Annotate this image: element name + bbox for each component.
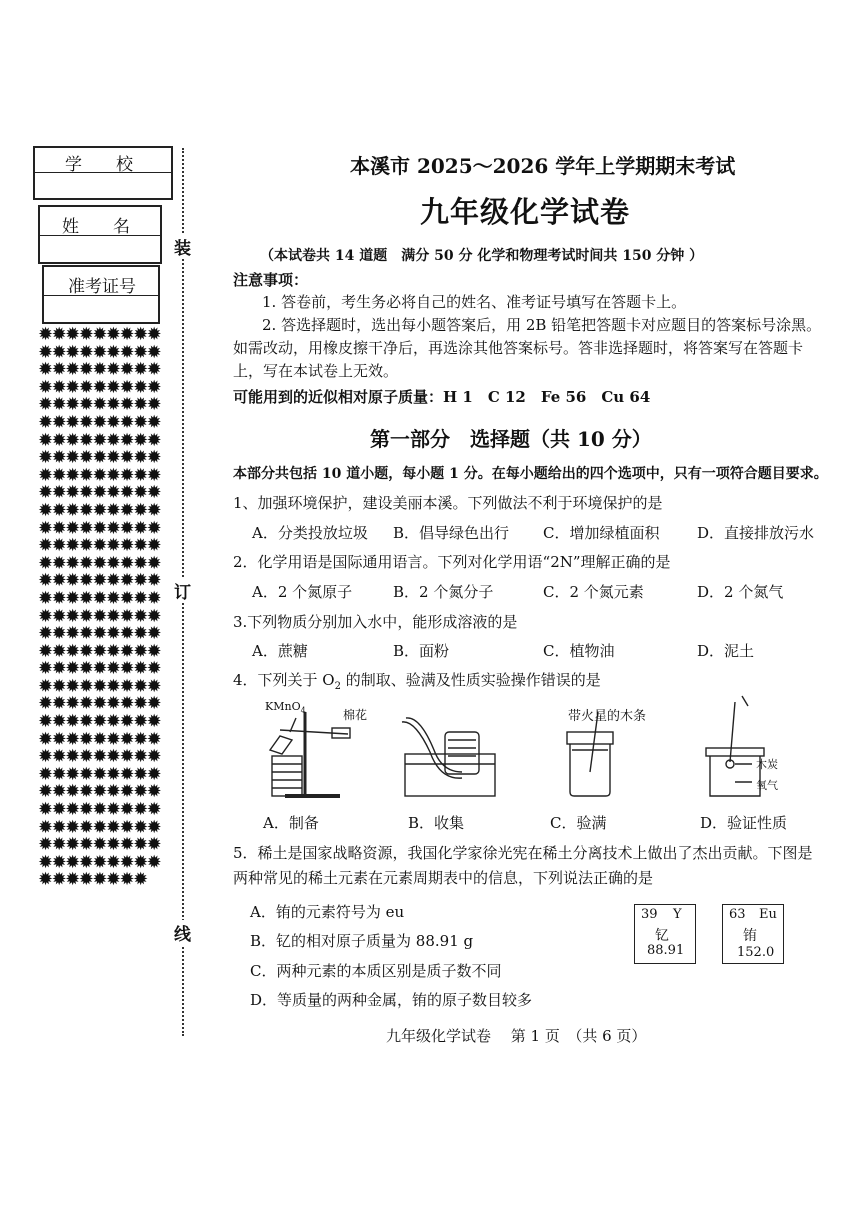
q4-stem-prefix: 4．下列关于 O xyxy=(233,671,335,689)
element-card-europium xyxy=(722,904,784,964)
europium-name: 铕 xyxy=(743,928,757,944)
question-5-stem-line2: 两种常见的稀土元素在元素周期表中的信息，下列说法正确的是 xyxy=(233,869,654,887)
q3-option-a: A．蔗糖 xyxy=(252,642,308,660)
label-oxygen: 氧气 xyxy=(756,779,778,792)
section-title: 第一部分 选择题（共 10 分） xyxy=(370,427,652,451)
europium-mass: 152.0 xyxy=(737,945,775,960)
q3-option-c: C．植物油 xyxy=(543,642,615,660)
element-card-yttrium xyxy=(634,904,696,964)
q4-option-a: A．制备 xyxy=(263,814,319,832)
notice-item-1: 1. 答卷前，考生务必将自己的姓名、准考证号填写在答题卡上。 xyxy=(262,293,687,311)
q4-stem-sub: 2 xyxy=(334,681,341,692)
label-kmno4: KMnO$_4$ xyxy=(265,700,306,716)
page-footer: 九年级化学试卷 第 1 页 （共 6 页） xyxy=(386,1027,647,1045)
q4-option-d: D．验证性质 xyxy=(700,814,788,832)
figure-b-collection xyxy=(402,718,495,796)
label-cotton: 棉花 xyxy=(343,708,368,722)
notice-item-2-line3: 上，写在本试卷上无效。 xyxy=(233,362,399,380)
q5-option-c: C．两种元素的本质区别是质子数不同 xyxy=(250,962,502,980)
label-charcoal: 木炭 xyxy=(756,758,778,771)
question-1-stem: 1、加强环境保护，建设美丽本溪。下列做法不利于环境保护的是 xyxy=(233,494,663,512)
exam-title-line1: 本溪市 2025～2026 学年上学期期末考试 xyxy=(350,154,736,178)
q1-option-d: D．直接排放污水 xyxy=(697,524,815,542)
school-field-box xyxy=(33,146,173,200)
q2-option-d: D．2 个氮气 xyxy=(697,583,784,601)
europium-number: 63 xyxy=(729,907,746,922)
yttrium-mass: 88.91 xyxy=(647,943,685,958)
yttrium-number: 39 xyxy=(641,907,658,922)
q4-experiment-figures xyxy=(230,692,840,804)
q4-stem-suffix: 的制取、验满及性质实验操作错误的是 xyxy=(341,671,601,689)
q1-option-b: B．倡导绿色出行 xyxy=(393,524,510,542)
section-intro: 本部分共包括 10 道小题，每小题 1 分。在每小题给出的四个选项中，只有一项符合题目要求。 xyxy=(233,466,828,482)
binding-mark-zhuang: 装 xyxy=(174,234,191,259)
q2-option-c: C．2 个氮元素 xyxy=(543,583,644,601)
figure-c-verify-full xyxy=(567,712,613,796)
q5-option-a: A．铕的元素符号为 eu xyxy=(250,903,405,921)
q1-option-c: C．增加绿植面积 xyxy=(543,524,660,542)
q2-option-a: A．2 个氮原子 xyxy=(252,583,353,601)
exam-info: （本试卷共 14 道题 满分 50 分 化学和物理考试时间共 150 分钟 ） xyxy=(260,248,704,264)
q5-option-d: D．等质量的两种金属，铕的原子数目较多 xyxy=(250,991,533,1009)
q4-option-b: B．收集 xyxy=(408,814,465,832)
notice-item-2-line2: 如需改动，用橡皮擦干净后，再选涂其他答案标号。答非选择题时，将答案写在答题卡 xyxy=(233,339,804,357)
q3-option-d: D．泥土 xyxy=(697,642,755,660)
yttrium-symbol: Y xyxy=(673,907,682,922)
question-5-stem-line1: 5．稀土是国家战略资源，我国化学家徐光宪在稀土分离技术上做出了杰出贡献。下图是 xyxy=(233,844,813,862)
yttrium-name: 钇 xyxy=(655,928,669,944)
q4-option-c: C．验满 xyxy=(550,814,607,832)
figure-a-preparation xyxy=(270,712,350,796)
q1-option-a: A．分类投放垃圾 xyxy=(252,524,368,542)
exam-title-main: 九年级化学试卷 xyxy=(420,195,631,229)
atomic-masses: 可能用到的近似相对原子质量：H 1 C 12 Fe 56 Cu 64 xyxy=(233,388,651,406)
question-2-stem: 2．化学用语是国际通用语言。下列对化学用语“2N”理解正确的是 xyxy=(233,553,671,571)
name-label: 姓 名 xyxy=(62,217,130,237)
q3-option-b: B．面粉 xyxy=(393,642,450,660)
notice-item-2-line1: 2. 答选择题时，选出每小题答案后，用 2B 铅笔把答题卡对应题目的答案标号涂黑。 xyxy=(262,316,822,334)
q2-option-b: B．2 个氮分子 xyxy=(393,583,494,601)
notice-heading: 注意事项： xyxy=(233,271,309,289)
question-3-stem: 3.下列物质分别加入水中，能形成溶液的是 xyxy=(233,613,518,631)
q5-option-b: B．钇的相对原子质量为 88.91 g xyxy=(250,932,474,950)
binding-mark-xian: 线 xyxy=(174,920,191,945)
exam-id-field-box xyxy=(42,265,160,324)
decorative-gear-pattern: ✹✹✹✹✹✹✹✹✹✹✹✹✹✹✹✹✹✹✹✹✹✹✹✹✹✹✹✹✹✹✹✹✹✹✹✹✹✹✹✹✹✹✹✹✹✹✹✹✹✹✹✹✹✹✹✹✹✹✹✹✹✹✹✹✹✹✹✹✹✹✹✹✹✹✹✹✹✹✹✹✹✹✹✹✹✹✹✹✹✹✹✹✹✹✹✹✹✹✹✹✹✹✹✹✹✹✹✹✹✹✹✹✹✹✹✹✹✹✹✹✹✹✹✹✹✹✹✹✹✹✹✹✹✹✹✹✹✹✹✹✹✹✹✹✹✹✹✹✹✹✹✹✹✹✹✹✹✹✹✹✹✹✹✹✹✹✹✹✹✹✹✹✹✹✹✹✹✹✹✹✹✹✹✹✹✹✹✹✹✹✹✹✹✹✹✹✹✹✹✹✹✹✹✹✹✹✹✹✹✹✹✹✹✹✹✹✹✹✹✹✹✹✹✹✹✹✹✹✹✹✹✹✹✹✹✹✹✹✹✹✹✹✹✹✹✹✹✹✹✹✹✹✹✹✹✹✹✹✹✹✹✹✹✹✹✹✹✹✹✹✹✹✹✹✹✹✹✹✹✹✹✹✹✹✹✹✹ xyxy=(38,326,161,891)
question-4-stem xyxy=(233,669,601,692)
europium-symbol: Eu xyxy=(759,907,777,922)
exam-id-label: 准考证号 xyxy=(68,277,136,297)
label-glowing-splint: 带火星的木条 xyxy=(568,709,647,724)
name-field-box xyxy=(38,205,162,264)
school-label: 学 校 xyxy=(65,155,133,175)
binding-mark-ding: 订 xyxy=(174,578,191,603)
